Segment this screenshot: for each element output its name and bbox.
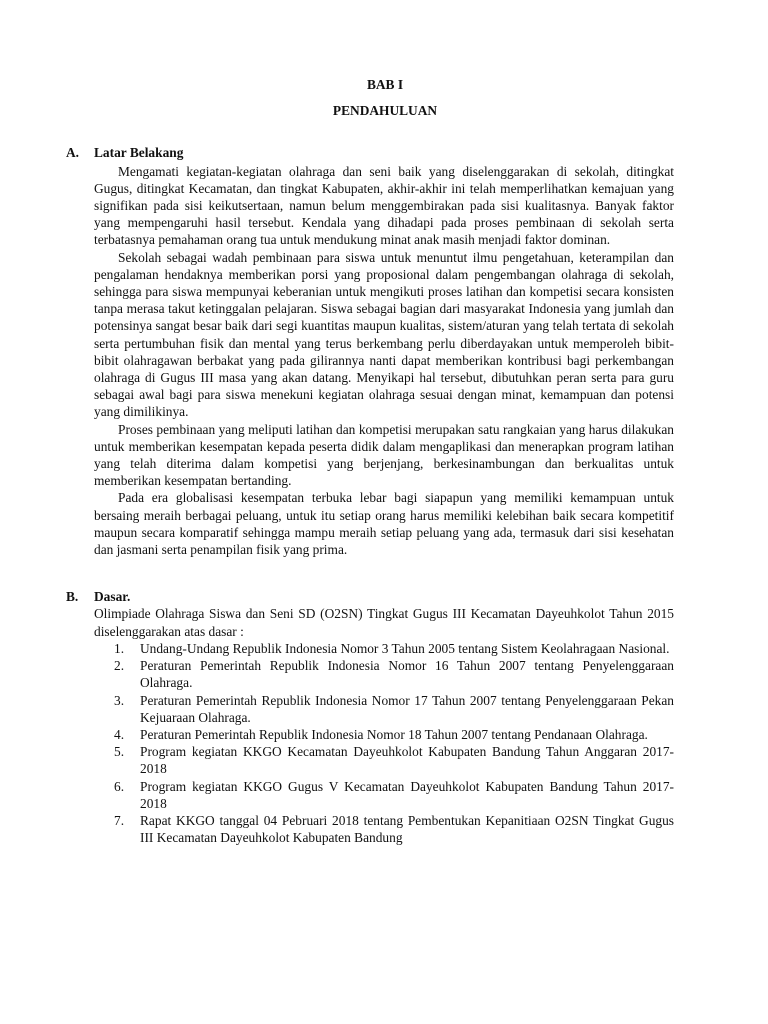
section-a-paragraph-3: Proses pembinaan yang meliputi latihan dan kompetisi merupakan satu rangkaian yang harus dilakukan untuk memberikan kesempatan kepada peserta didik dalam mengaplikasi dan menerapkan program latihan yang telah diterima dalam kompetisi yang berjenjang, berkesinambungan dan berkualitas untuk memberikan kesempatan bertanding. — [94, 421, 674, 489]
list-item — [114, 692, 674, 726]
document-body — [66, 76, 674, 846]
list-item — [114, 640, 674, 657]
list-item-text: Program kegiatan KKGO Kecamatan Dayeuhkolot Kabupaten Bandung Tahun Anggaran 2017- 2018 — [140, 744, 674, 777]
list-item-text: Peraturan Pemerintah Republik Indonesia Nomor 16 Tahun 2007 tentang Penyelenggaraan Olahraga. — [140, 658, 674, 691]
list-item-number: 6. — [114, 778, 125, 794]
list-item — [114, 726, 674, 743]
list-item-number: 2. — [114, 658, 125, 674]
list-item-number: 3. — [114, 692, 125, 708]
chapter-title: PENDAHULUAN — [332, 103, 438, 119]
section-b-heading — [66, 588, 674, 605]
list-item-number: 4. — [114, 726, 125, 742]
list-item — [114, 743, 674, 777]
list-item-text: Undang-Undang Republik Indonesia Nomor 3 Tahun 2005 tentang Sistem Keolahragaan Nasional. — [140, 640, 670, 656]
list-item — [114, 657, 674, 691]
section-a-heading — [66, 144, 674, 161]
chapter-number: BAB I — [366, 77, 404, 92]
section-b-intro: Olimpiade Olahraga Siswa dan Seni SD (O2SN) Tingkat Gugus III Kecamatan Dayeuhkolot Tahun 2015 diselenggarakan atas dasar : — [94, 606, 674, 639]
list-item-text: Program kegiatan KKGO Gugus V Kecamatan Dayeuhkolot Kabupaten Bandung Tahun 2017- 2018 — [140, 778, 674, 811]
section-b-label: B. — [66, 589, 79, 605]
list-item-text: Peraturan Pemerintah Republik Indonesia Nomor 17 Tahun 2007 tentang Penyelenggaraan Pekan Kejuaraan Olahraga. — [140, 692, 674, 725]
section-a-paragraph-1: Mengamati kegiatan-kegiatan olahraga dan seni baik yang diselenggarakan di sekolah, ditingkat Gugus, ditingkat Kecamatan, dan tingkat Kabupaten, akhir-akhir ini telah memperlihatkan kemajuan yang signifikan pada sisi keikutsertaan, namun belum menggembirakan pada sisi kualitasnya. Banyak faktor yang mempengaruhi hasil tersebut. Kendala yang dihadapi pada proses pembinaan di sekolah serta terbatasnya pemahaman orang tua untuk mendukung minat anak masih menjadi faktor dominan. — [94, 163, 674, 248]
list-item — [114, 778, 674, 812]
list-item-number: 1. — [114, 640, 125, 656]
list-item-number: 7. — [114, 812, 125, 828]
list-item-text: Rapat KKGO tanggal 04 Pebruari 2018 tentang Pembentukan Kepanitiaan O2SN Tingkat Gugus III Kecamatan Dayeuhkolot Kabupaten Bandung — [140, 812, 674, 846]
list-item — [114, 812, 674, 846]
section-b-title: Dasar. — [94, 589, 131, 605]
legal-basis-list — [66, 640, 674, 846]
section-a-label: A. — [66, 145, 80, 161]
list-item-number: 5. — [114, 744, 125, 760]
section-a-paragraph-2: Sekolah sebagai wadah pembinaan para siswa untuk menuntut ilmu pengetahuan, keterampilan dan pengalaman hendaknya memberikan porsi yang proposional dalam pengembangan olahraga di sekolah, sehingga para siswa mempunyai keberanian untuk mengikuti proses latihan dan kompetisi secara konsisten tanpa merasa takut ketinggalan pelajaran. Siswa sebagai bagian dari masyarakat Indonesia yang jumlah dan potensinya sangat besar baik dari segi kuantitas maupun kualitas, sistem/aturan yang telah tertata di sekolah serta pertumbuhan fisik dan mental yang terus berkembang perlu diberdayakan untuk memperoleh bibit-bibit olahragawan berbakat yang pada gilirannya nanti dapat memberikan kontribusi bagi perkembangan olahraga di Gugus III masa yang akan datang. Menyikapi hal tersebut, dibutuhkan peran serta para guru sebagai awal bagi para siswa menekuni kegiatan olahraga sesuai dengan minat, kemampuan dan potensi yang dimilikinya. — [94, 249, 674, 420]
section-a-title: Latar Belakang — [94, 145, 184, 161]
section-a-paragraph-4: Pada era globalisasi kesempatan terbuka lebar bagi siapapun yang memiliki kemampuan untuk bersaing meraih berbagai peluang, untuk itu setiap orang harus memiliki kelebihan baik secara kompetitif maupun secara komparatif sehingga mampu meraih setiap peluang yang ada, termasuk dari sisi kesehatan dan jasmani serta penampilan fisik yang prima. — [94, 490, 674, 558]
list-item-text: Peraturan Pemerintah Republik Indonesia Nomor 18 Tahun 2007 tentang Pendanaan Olahraga. — [140, 726, 648, 742]
